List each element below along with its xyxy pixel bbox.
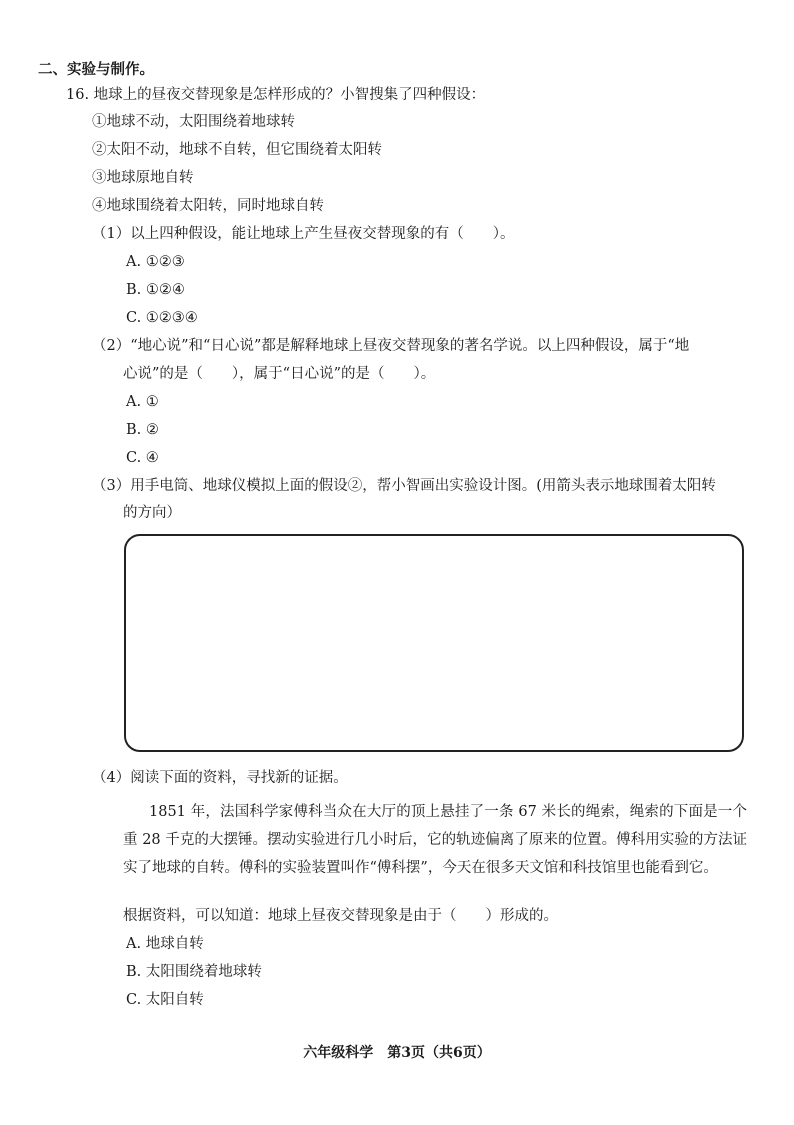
page-footer: 六年级科学 第3页（共6页） (303, 1045, 491, 1061)
part1-option-b: B. ①②④ (126, 282, 185, 298)
part4-question: 根据资料，可以知道：地球上昼夜交替现象是由于（ ）形成的。 (123, 908, 558, 924)
part1-option-c: C. ①②③④ (126, 310, 198, 326)
part1-option-a: A. ①②③ (126, 254, 185, 270)
reading-passage (123, 798, 747, 882)
section-title: 二、实验与制作。 (38, 61, 154, 78)
hypothesis-3: ③地球原地自转 (92, 170, 194, 186)
question-title: 16. 地球上的昼夜交替现象是怎样形成的？小智搜集了四种假设： (66, 87, 486, 103)
part1-prompt: （1）以上四种假设，能让地球上产生昼夜交替现象的有（ ）。 (92, 226, 515, 242)
part4-option-a: A. 地球自转 (126, 936, 204, 952)
hypothesis-2: ②太阳不动，地球不自转，但它围绕着太阳转 (92, 142, 382, 158)
part4-option-b: B. 太阳围绕着地球转 (126, 964, 262, 980)
reading-text: 1851 年，法国科学家傅科当众在大厅的顶上悬挂了一条 67 米长的绳索，绳索的下面是一个重 28 千克的大摆锤。摆动实验进行几小时后，它的轨迹偏离了原来的位置。傅科用实验的方法证实了地球的自转。傅科的实验装置叫作“傅科摆”，今天在很多天文馆和科技馆里也能看到它。 (123, 804, 747, 876)
part2-option-c: C. ④ (126, 450, 159, 466)
drawing-answer-box[interactable] (124, 534, 744, 752)
part4-prompt: （4）阅读下面的资料，寻找新的证据。 (92, 770, 348, 786)
part4-option-c: C. 太阳自转 (126, 992, 204, 1008)
part2-prompt-line1: （2）“地心说”和“日心说”都是解释地球上昼夜交替现象的著名学说。以上四种假设，属于“地 (92, 338, 690, 354)
part3-prompt-line1: （3）用手电筒、地球仪模拟上面的假设②，帮小智画出实验设计图。(用箭头表示地球围着太阳转 (92, 478, 716, 494)
part3-prompt-line2: 的方向） (123, 505, 181, 521)
hypothesis-4: ④地球围绕着太阳转，同时地球自转 (92, 198, 324, 214)
part2-option-b: B. ② (126, 422, 159, 438)
part2-option-a: A. ① (126, 394, 159, 410)
part2-prompt-line2: 心说”的是（ ），属于“日心说”的是（ ）。 (123, 366, 436, 382)
hypothesis-1: ①地球不动，太阳围绕着地球转 (92, 114, 295, 130)
